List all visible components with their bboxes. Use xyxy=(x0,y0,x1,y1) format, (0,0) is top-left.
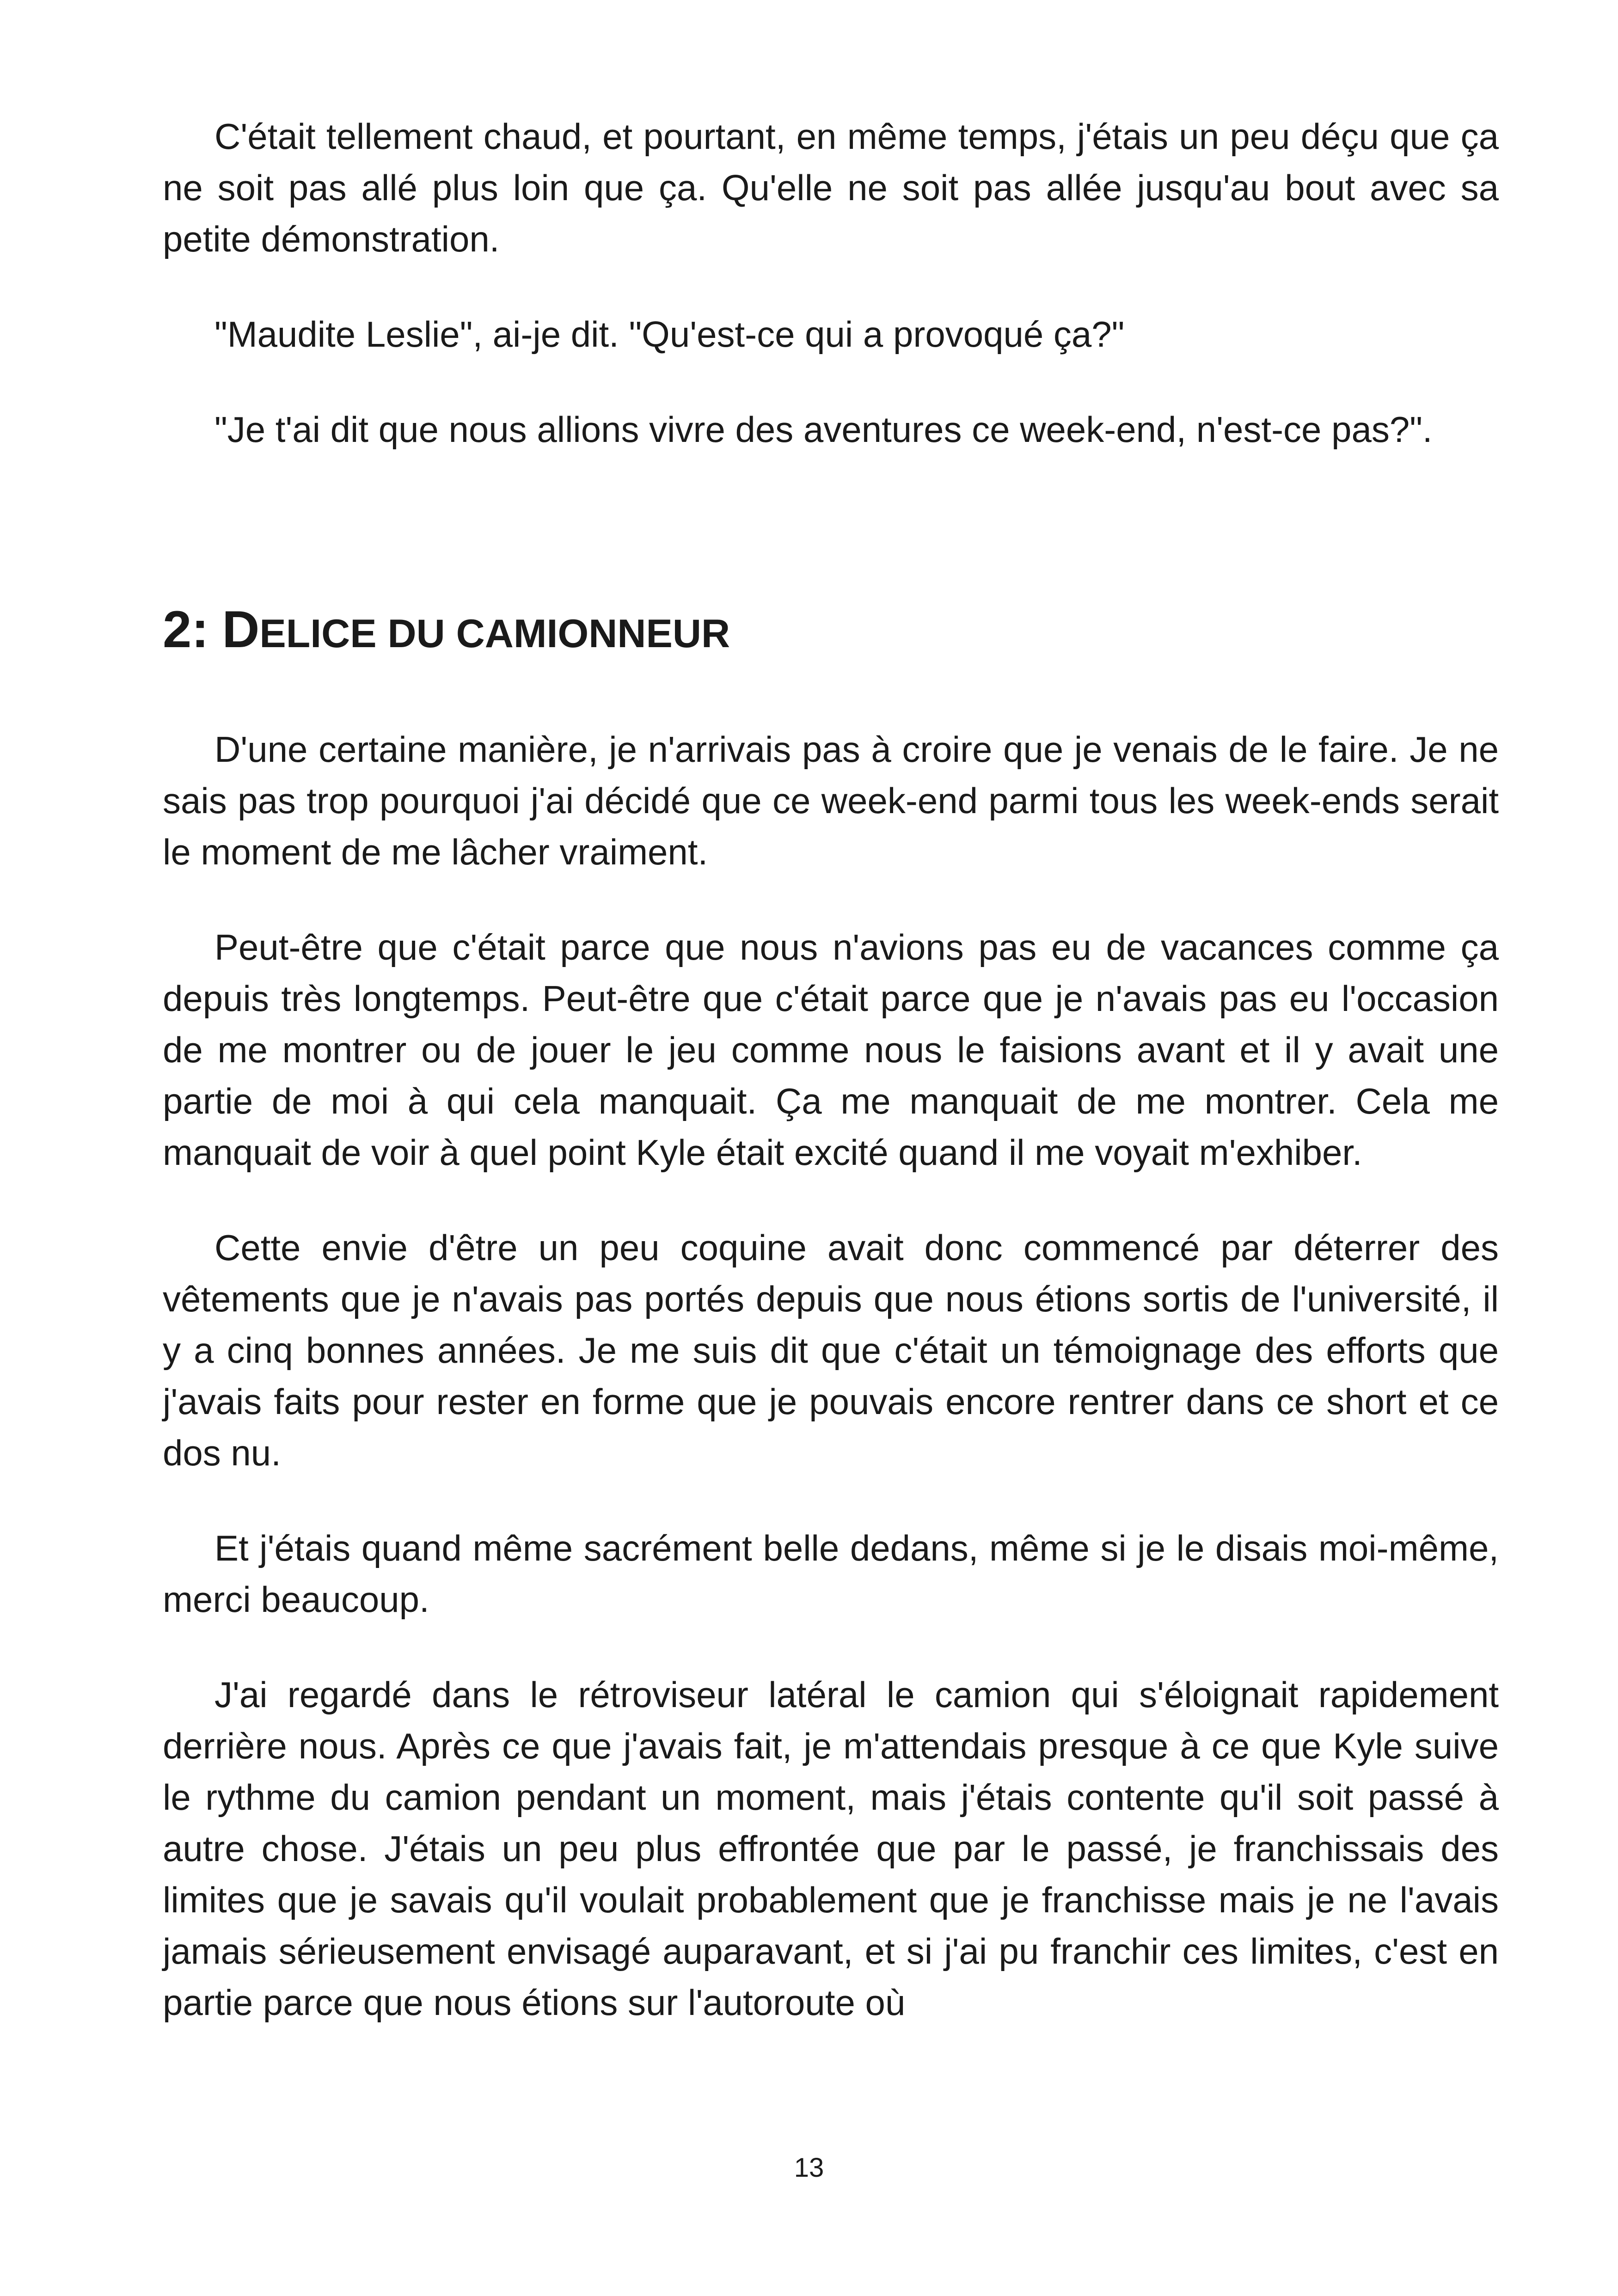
chapter-number: 2: xyxy=(163,600,209,658)
paragraph: "Maudite Leslie", ai-je dit. "Qu'est-ce qui a provoqué ça?" xyxy=(215,314,1125,355)
paragraph: J'ai regardé dans le rétroviseur latéral le camion qui s'éloignait rapidement derrière nous. Après ce que j'avais fait, je m'attendais presque à ce que Kyle suive le rythme du camion pendant un moment, mais j'étais contente qu'il soit passé à autre chose. J'étais un peu plus effrontée que par le passé, je franchissais des limites que je savais qu'il voulait probablement que je franchisse mais je ne l'avais jamais sérieusement envisagé auparavant, et si j'ai pu franchir ces limites, c'est en partie parce que nous étions sur l'autoroute où xyxy=(163,1674,1499,2023)
chapter-heading xyxy=(163,600,1499,664)
paragraph: Cette envie d'être un peu coquine avait donc commencé par déterrer des vêtements que je n'avais pas portés depuis que nous étions sortis de l'université, il y a cinq bonnes années. Je me suis dit que c'était un témoignage des efforts que j'avais faits pour rester en forme que je pouvais encore rentrer dans ce short et ce dos nu. xyxy=(163,1227,1499,1473)
chapter-title-rest: ELICE DU CAMIONNEUR xyxy=(259,612,730,656)
chapter-title-initial: D xyxy=(222,600,260,658)
page-number: 13 xyxy=(794,2153,824,2183)
paragraph: Et j'étais quand même sacrément belle dedans, même si je le disais moi-même, merci beaucoup. xyxy=(163,1528,1499,1620)
paragraph: D'une certaine manière, je n'arrivais pas à croire que je venais de le faire. Je ne sais pas trop pourquoi j'ai décidé que ce week-end parmi tous les week-ends serait le moment de me lâcher vraiment. xyxy=(163,729,1499,872)
paragraph: "Je t'ai dit que nous allions vivre des aventures ce week-end, n'est-ce pas?". xyxy=(215,409,1433,450)
paragraph: C'était tellement chaud, et pourtant, en même temps, j'étais un peu déçu que ça ne soit pas allé plus loin que ça. Qu'elle ne soit pas allée jusqu'au bout avec sa petite démonstration. xyxy=(163,116,1499,259)
page-body xyxy=(163,111,1499,2072)
paragraph: Peut-être que c'était parce que nous n'avions pas eu de vacances comme ça depuis très longtemps. Peut-être que c'était parce que je n'avais pas eu l'occasion de me montrer ou de jouer le jeu comme nous le faisions avant et il y avait une partie de moi à qui cela manquait. Ça me manquait de me montrer. Cela me manquait de voir à quel point Kyle était excité quand il me voyait m'exhiber. xyxy=(163,927,1499,1173)
